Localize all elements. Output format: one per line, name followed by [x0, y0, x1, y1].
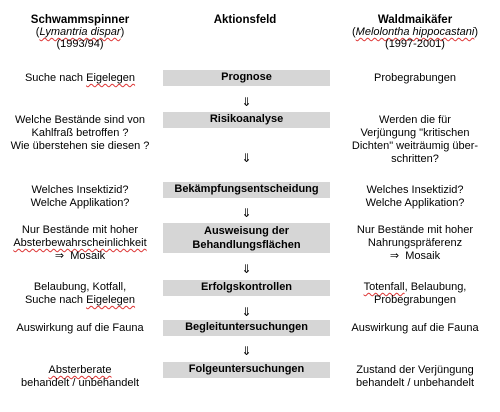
box-folgeuntersuchungen: Folgeuntersuchungen	[163, 362, 330, 378]
box-prognose: Prognose	[163, 70, 330, 86]
arrow-down-icon: ⇓	[241, 95, 252, 109]
box-erfolgskontrollen: Erfolgskontrollen	[163, 280, 330, 296]
row-risikoanalyse-left: Welche Bestände sind von Kahlfraß betroffen ? Wie überstehen sie diesen ?	[10, 114, 150, 152]
left-header-years: (1993/94)	[56, 38, 104, 50]
arrow-down-icon: ⇓	[241, 206, 252, 220]
row-begleit-right: Auswirkung auf die Fauna	[351, 322, 479, 334]
box-bekaempfungsentscheidung: Bekämpfungsentscheidung	[163, 182, 330, 198]
box-begleituntersuchungen: Begleituntersuchungen	[163, 320, 330, 336]
left-header-species: (Lymantria dispar)	[35, 26, 125, 38]
box-risikoanalyse: Risikoanalyse	[163, 112, 330, 128]
arrow-down-icon: ⇓	[241, 151, 252, 165]
right-header-title: Waldmaikäfer	[377, 14, 453, 26]
row-bekaempfung-left: Welches Insektizid? Welche Applikation?	[30, 184, 130, 209]
arrow-down-icon: ⇓	[241, 344, 252, 358]
arrow-down-icon: ⇓	[241, 305, 252, 319]
left-header-title: Schwammspinner	[30, 14, 130, 26]
row-erfolgskontrollen-right: Totenfall, Belaubung, Probegrabungen	[363, 281, 467, 306]
row-ausweisung-right: Nur Bestände mit hoher Nahrungspräferenz ⇒ Mosaik	[356, 224, 474, 262]
row-bekaempfung-right: Welches Insektizid? Welche Applikation?	[365, 184, 465, 209]
row-erfolgskontrollen-left: Belaubung, Kotfall, Suche nach Eigelegen	[24, 281, 136, 306]
row-risikoanalyse-right: Werden die für Verjüngung "kritischen Dichten" weiträumig über- schritten?	[351, 114, 479, 165]
row-prognose-left	[0, 72, 160, 85]
row-prognose-left-text: Suche nach Eigelegen	[24, 72, 136, 84]
row-begleit-left: Auswirkung auf die Fauna	[16, 322, 144, 334]
right-header	[330, 14, 500, 50]
implies-arrow-icon: ⇒	[54, 250, 65, 262]
row-prognose-right: Probegrabungen	[374, 72, 456, 84]
box-ausweisung: Ausweisung der Behandlungsflächen	[163, 223, 330, 253]
row-folge-left: Absterberate behandelt / unbehandelt	[20, 364, 140, 389]
implies-arrow-icon: ⇒	[389, 250, 400, 262]
center-header-title: Aktionsfeld	[213, 14, 277, 26]
row-ausweisung-left: Nur Bestände mit hoher Absterbewahrscheinlichkeit ⇒ Mosaik	[13, 224, 147, 262]
right-header-years: (1997-2001)	[385, 38, 445, 50]
right-header-species: (Melolontha hippocastani)	[352, 26, 478, 38]
row-folge-right: Zustand der Verjüngung behandelt / unbehandelt	[355, 364, 475, 389]
left-header	[0, 14, 160, 50]
center-header	[160, 14, 330, 26]
arrow-down-icon: ⇓	[241, 262, 252, 276]
